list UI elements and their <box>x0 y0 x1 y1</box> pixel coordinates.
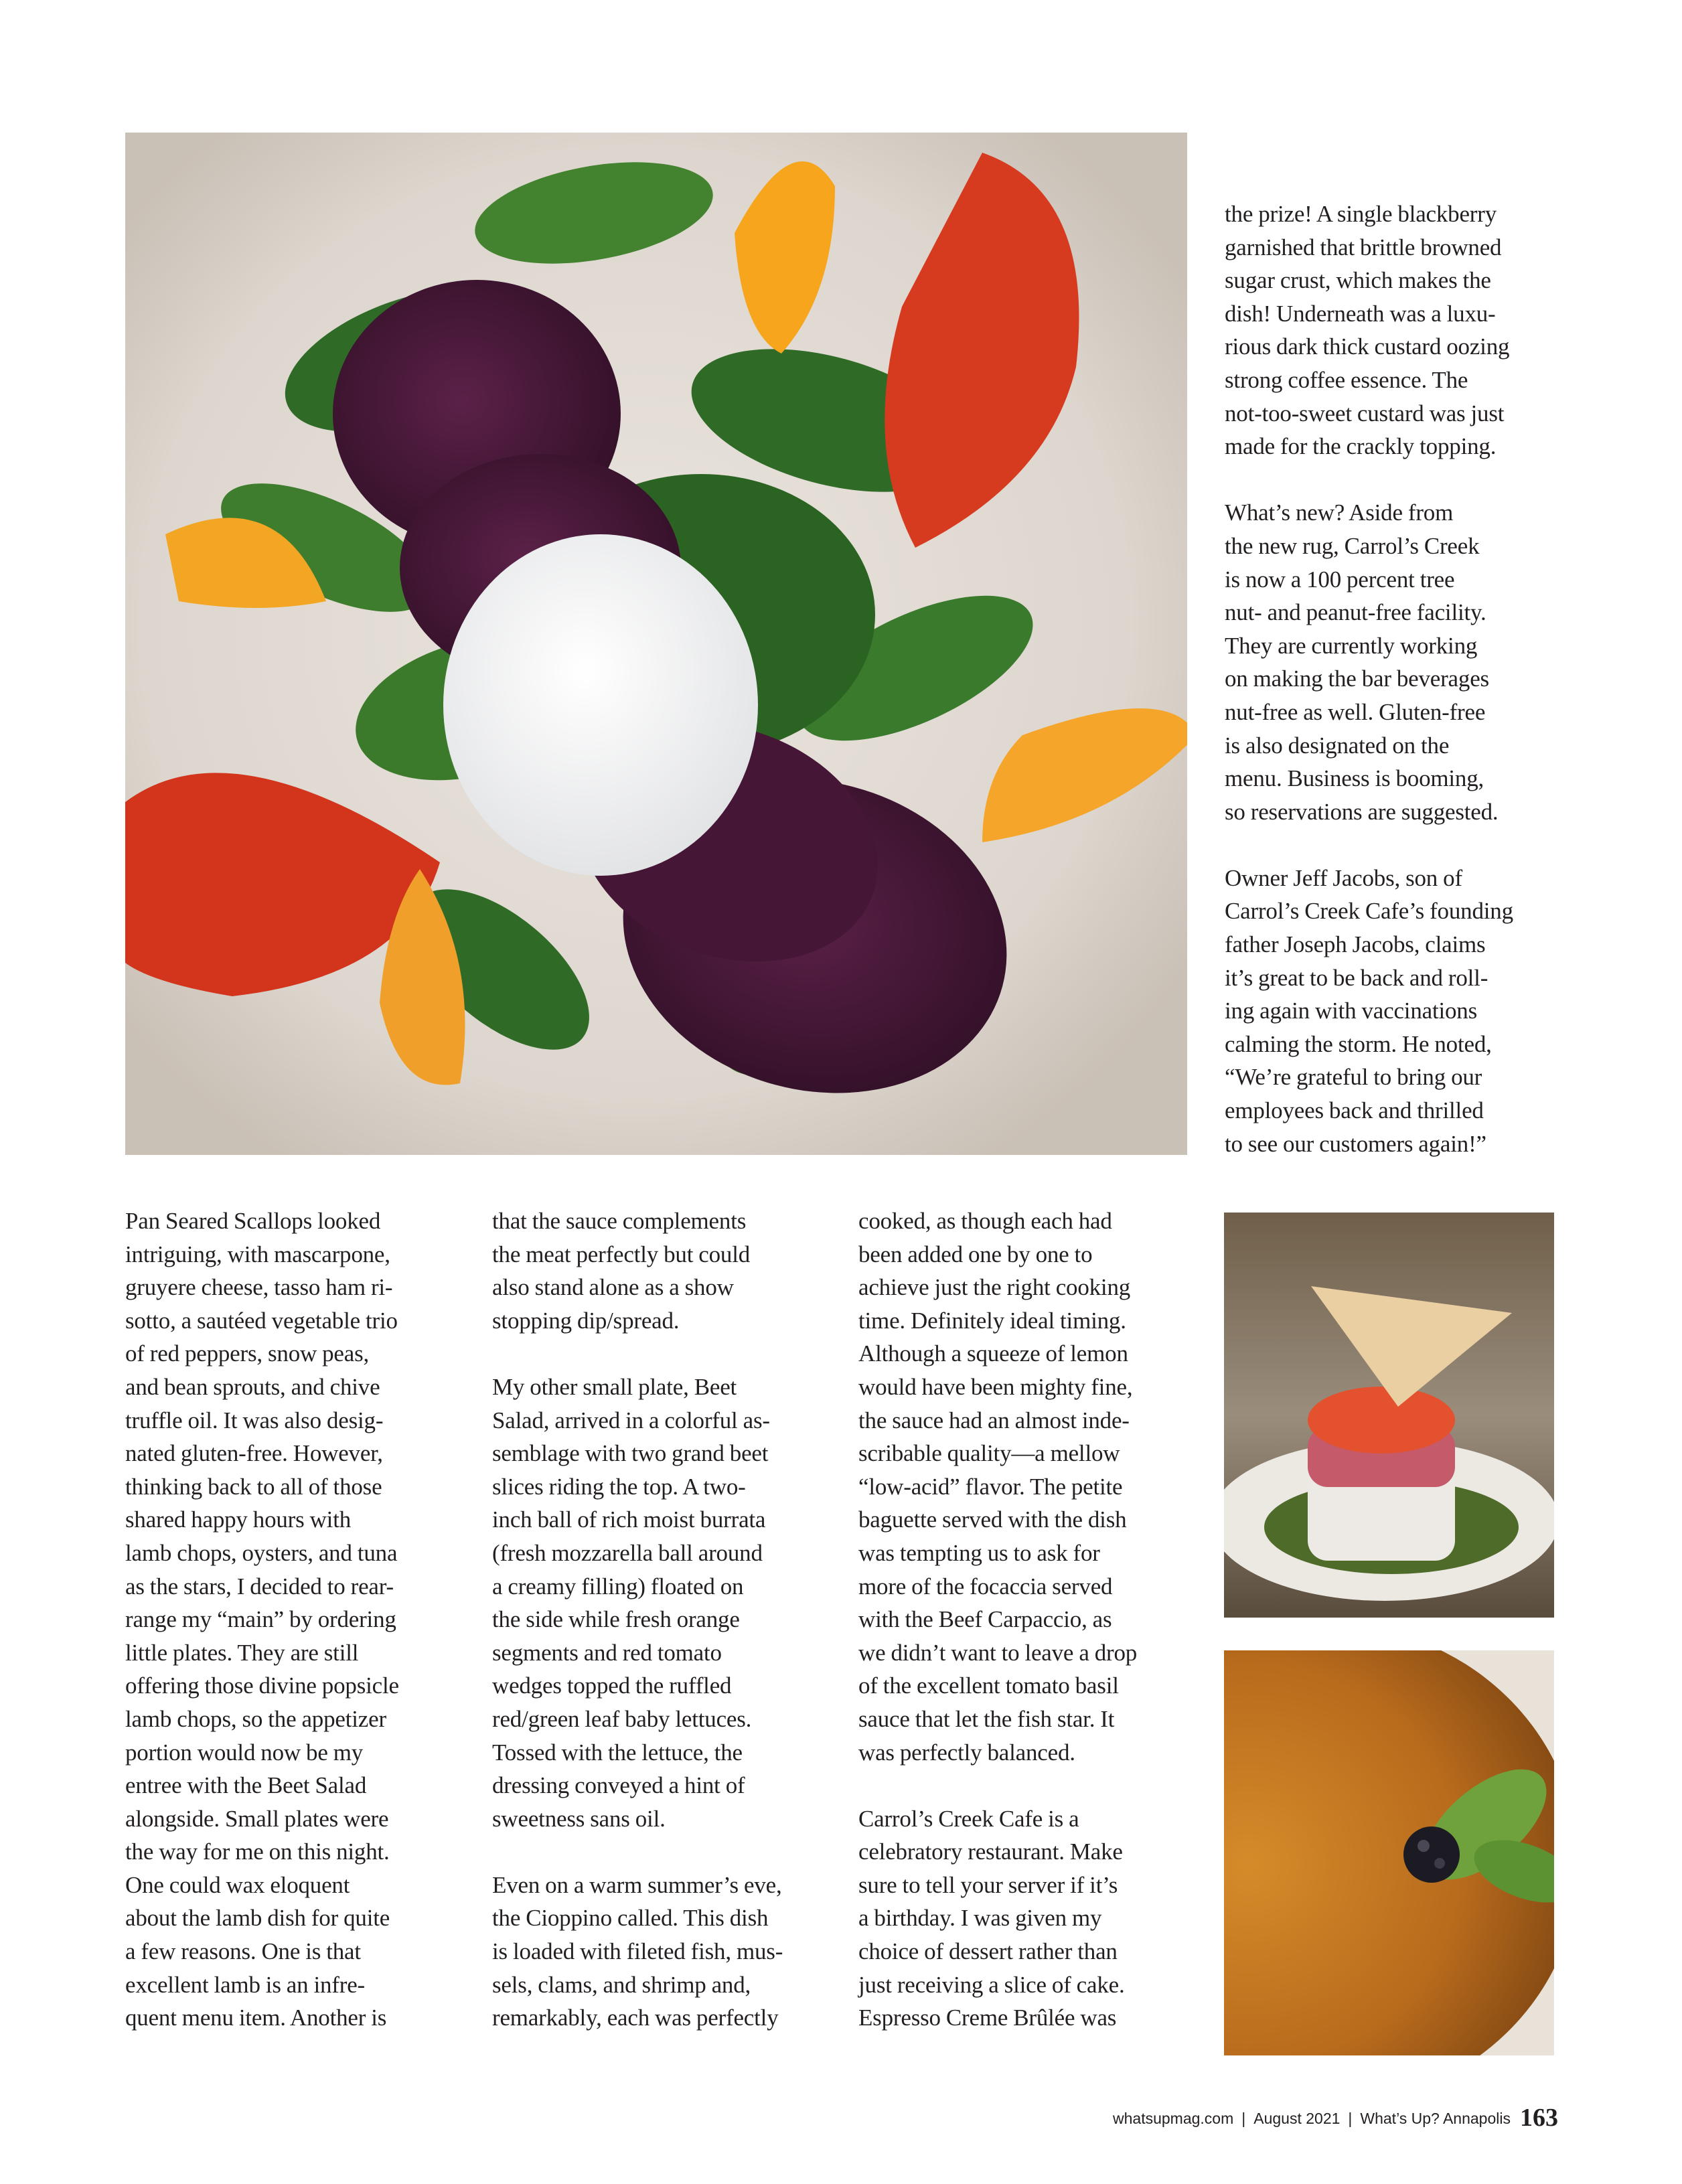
text-line: ing again with vaccinations <box>1225 998 1478 1024</box>
text-line: father Joseph Jacobs, claims <box>1225 931 1486 958</box>
text-line: sotto, a sautéed vegetable trio <box>125 1307 398 1334</box>
text-line: Carrol’s Creek Cafe’s founding <box>1225 898 1513 925</box>
text-line: employees back and thrilled <box>1225 1097 1484 1124</box>
text-line: cooked, as though each had <box>858 1208 1112 1234</box>
text-line: slices riding the top. A two- <box>492 1473 746 1500</box>
text-line: been added one by one to <box>858 1241 1093 1267</box>
text-line: intriguing, with mascarpone, <box>125 1241 390 1267</box>
text-line: remarkably, each was perfectly <box>492 2005 779 2031</box>
text-line: sauce that let the fish star. It <box>858 1705 1115 1732</box>
text-line: would have been mighty fine, <box>858 1373 1133 1400</box>
page-number: 163 <box>1520 2104 1558 2132</box>
text-line: to see our customers again!” <box>1225 1130 1486 1157</box>
text-line: excellent lamb is an infre- <box>125 1971 365 1998</box>
text-line: the side while fresh orange <box>492 1606 740 1633</box>
beet-salad-photo <box>125 133 1187 1155</box>
text-line: Pan Seared Scallops looked <box>125 1208 381 1234</box>
text-line: sugar crust, which makes the <box>1225 267 1491 294</box>
text-line: the new rug, Carrol’s Creek <box>1225 532 1480 559</box>
paragraph <box>858 1204 1137 1769</box>
text-line: with the Beef Carpaccio, as <box>858 1606 1112 1633</box>
footer-site: whatsupmag.com <box>1113 2110 1234 2127</box>
text-line: that the sauce complements <box>492 1208 747 1234</box>
text-line: My other small plate, Beet <box>492 1373 737 1400</box>
article-column-4 <box>1225 198 1513 1160</box>
text-line: Salad, arrived in a colorful as- <box>492 1407 770 1433</box>
text-line: menu. Business is booming, <box>1225 765 1484 792</box>
text-line: thinking back to all of those <box>125 1473 382 1500</box>
paragraph <box>1225 496 1513 828</box>
text-line: offering those divine popsicle <box>125 1672 399 1699</box>
footer-separator: | <box>1348 2110 1353 2127</box>
text-line: Although a squeeze of lemon <box>858 1340 1128 1367</box>
footer-issue: August 2021 <box>1253 2110 1341 2127</box>
tuna-tartare-illustration <box>1224 1213 1554 1618</box>
article-column-3 <box>858 1204 1137 2035</box>
tuna-tartare-photo <box>1224 1213 1554 1618</box>
text-line: Owner Jeff Jacobs, son of <box>1225 864 1462 891</box>
text-line: achieve just the right cooking <box>858 1274 1131 1301</box>
text-line: portion would now be my <box>125 1739 364 1766</box>
text-line: the meat perfectly but could <box>492 1241 751 1267</box>
paragraph <box>492 1371 783 1835</box>
text-line: little plates. They are still <box>125 1639 359 1666</box>
text-line: Tossed with the lettuce, the <box>492 1739 743 1766</box>
page-footer <box>1113 2101 1558 2130</box>
text-line: dish! Underneath was a luxu- <box>1225 300 1496 327</box>
text-line: One could wax eloquent <box>125 1871 350 1898</box>
text-line: segments and red tomato <box>492 1639 722 1666</box>
footer-publication: What’s Up? Annapolis <box>1360 2110 1511 2127</box>
text-line: gruyere cheese, tasso ham ri- <box>125 1274 393 1301</box>
article-column-1 <box>125 1204 399 2035</box>
text-line: “We’re grateful to bring our <box>1225 1064 1482 1091</box>
paragraph <box>492 1869 783 2035</box>
text-line: alongside. Small plates were <box>125 1805 389 1832</box>
text-line: sweetness sans oil. <box>492 1805 666 1832</box>
text-line: made for the crackly topping. <box>1225 433 1497 460</box>
paragraph <box>1225 198 1513 463</box>
text-line: the prize! A single blackberry <box>1225 201 1497 227</box>
paragraph <box>858 1802 1137 2035</box>
text-line: dressing conveyed a hint of <box>492 1772 745 1799</box>
text-line: strong coffee essence. The <box>1225 366 1468 393</box>
text-line: on making the bar beverages <box>1225 666 1489 692</box>
text-line: baguette served with the dish <box>858 1506 1127 1533</box>
text-line: also stand alone as a show <box>492 1274 734 1301</box>
text-line: truffle oil. It was also desig- <box>125 1407 384 1433</box>
text-line: What’s new? Aside from <box>1225 499 1454 526</box>
text-line: sure to tell your server if it’s <box>858 1871 1118 1898</box>
text-line: red/green leaf baby lettuces. <box>492 1705 752 1732</box>
text-line: They are currently working <box>1225 632 1478 659</box>
text-line: inch ball of rich moist burrata <box>492 1506 766 1533</box>
text-line: was perfectly balanced. <box>858 1739 1075 1766</box>
text-line: range my “main” by ordering <box>125 1606 396 1633</box>
text-line: is now a 100 percent tree <box>1225 566 1455 593</box>
text-line: quent menu item. Another is <box>125 2005 387 2031</box>
text-line: was tempting us to ask for <box>858 1539 1100 1566</box>
text-line: the sauce had an almost inde- <box>858 1407 1130 1433</box>
creme-brulee-photo <box>1224 1650 1554 2055</box>
text-line: (fresh mozzarella ball around <box>492 1539 763 1566</box>
text-line: wedges topped the ruffled <box>492 1672 732 1699</box>
article-column-2 <box>492 1204 783 2035</box>
text-line: of red peppers, snow peas, <box>125 1340 370 1367</box>
text-line: lamb chops, so the appetizer <box>125 1705 386 1732</box>
paragraph <box>125 1204 399 2035</box>
text-line: scribable quality—a mellow <box>858 1440 1120 1467</box>
text-line: a birthday. I was given my <box>858 1905 1102 1932</box>
text-line: Even on a warm summer’s eve, <box>492 1871 782 1898</box>
text-line: about the lamb dish for quite <box>125 1905 390 1932</box>
text-line: it’s great to be back and roll- <box>1225 964 1488 991</box>
text-line: so reservations are suggested. <box>1225 798 1499 825</box>
text-line: shared happy hours with <box>125 1506 352 1533</box>
text-line: is loaded with fileted fish, mus- <box>492 1938 783 1965</box>
text-line: Espresso Creme Brûlée was <box>858 2005 1117 2031</box>
text-line: a few reasons. One is that <box>125 1938 361 1965</box>
text-line: entree with the Beet Salad <box>125 1772 367 1799</box>
paragraph <box>492 1204 783 1337</box>
footer-separator: | <box>1241 2110 1246 2127</box>
text-line: of the excellent tomato basil <box>858 1672 1119 1699</box>
text-line: the way for me on this night. <box>125 1839 390 1865</box>
text-line: a creamy filling) floated on <box>492 1573 744 1600</box>
text-line: celebratory restaurant. Make <box>858 1839 1123 1865</box>
text-line: rious dark thick custard oozing <box>1225 333 1510 360</box>
text-line: lamb chops, oysters, and tuna <box>125 1539 398 1566</box>
text-line: time. Definitely ideal timing. <box>858 1307 1126 1334</box>
text-line: and bean sprouts, and chive <box>125 1373 380 1400</box>
text-line: choice of dessert rather than <box>858 1938 1118 1965</box>
text-line: more of the focaccia served <box>858 1573 1113 1600</box>
text-line: is also designated on the <box>1225 732 1450 759</box>
text-line: not-too-sweet custard was just <box>1225 400 1505 426</box>
text-line: “low-acid” flavor. The petite <box>858 1473 1123 1500</box>
text-line: nut-free as well. Gluten-free <box>1225 698 1486 725</box>
text-line: semblage with two grand beet <box>492 1440 769 1467</box>
text-line: sels, clams, and shrimp and, <box>492 1971 751 1998</box>
creme-brulee-illustration <box>1224 1650 1554 2055</box>
beet-salad-illustration <box>125 133 1187 1155</box>
text-line: garnished that brittle browned <box>1225 234 1502 260</box>
text-line: the Cioppino called. This dish <box>492 1905 769 1932</box>
text-line: we didn’t want to leave a drop <box>858 1639 1138 1666</box>
text-line: nated gluten-free. However, <box>125 1440 383 1467</box>
text-line: just receiving a slice of cake. <box>858 1971 1125 1998</box>
text-line: Carrol’s Creek Cafe is a <box>858 1805 1079 1832</box>
text-line: as the stars, I decided to rear- <box>125 1573 394 1600</box>
text-line: stopping dip/spread. <box>492 1307 680 1334</box>
text-line: nut- and peanut-free facility. <box>1225 599 1486 626</box>
text-line: calming the storm. He noted, <box>1225 1030 1492 1057</box>
paragraph <box>1225 862 1513 1160</box>
